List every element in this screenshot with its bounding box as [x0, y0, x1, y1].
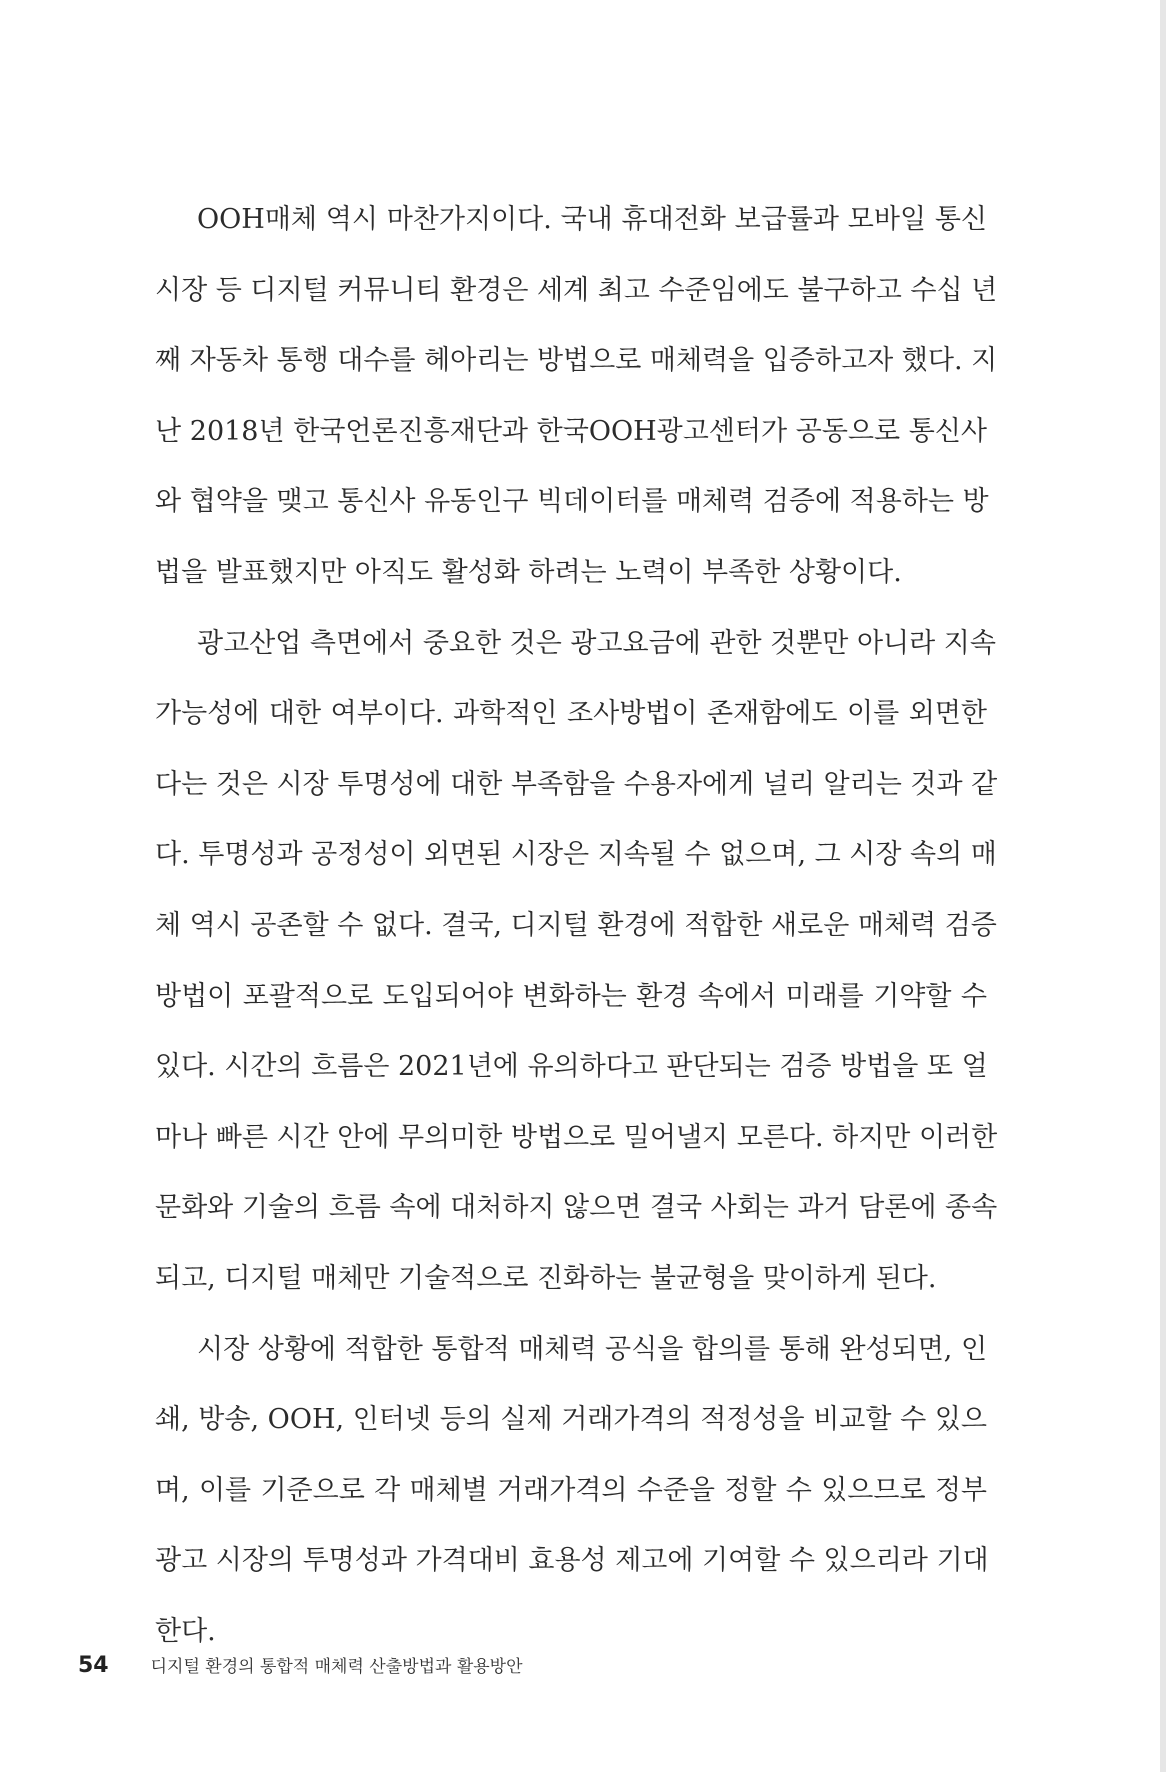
paragraph-3-line-1: 시장 상황에 적합한 통합적 매체력 공식을 합의를 통해 완성되면, 인 [197, 1333, 988, 1365]
paragraph-2-line-5: 체 역시 공존할 수 없다. 결국, 디지털 환경에 적합한 새로운 매체력 검증 [155, 909, 997, 941]
page-number: 54 [78, 1653, 109, 1678]
paragraph-1-line-1: OOH매체 역시 마찬가지이다. 국내 휴대전화 보급률과 모바일 통신 [197, 204, 987, 235]
running-title: 디지털 환경의 통합적 매체력 산출방법과 활용방안 [150, 1657, 523, 1677]
page-edge-rule [1160, 0, 1166, 1772]
paragraph-2-line-3: 다는 것은 시장 투명성에 대한 부족함을 수용자에게 널리 알리는 것과 같 [155, 768, 998, 800]
paragraph-1-line-3: 째 자동차 통행 대수를 헤아리는 방법으로 매체력을 입증하고자 했다. 지 [155, 345, 998, 377]
paragraph-1-line-4: 난 2018년 한국언론진흥재단과 한국OOH광고센터가 공동으로 통신사 [155, 415, 987, 447]
paragraph-3-line-4: 광고 시장의 투명성과 가격대비 효용성 제고에 기여할 수 있으리라 기대 [155, 1545, 989, 1577]
body-text [155, 185, 998, 1667]
paragraph-3-line-2: 쇄, 방송, OOH, 인터넷 등의 실제 거래가격의 적정성을 비교할 수 있으 [155, 1404, 987, 1436]
paragraph-2-line-2: 가능성에 대한 여부이다. 과학적인 조사방법이 존재함에도 이를 외면한 [155, 698, 987, 730]
paragraph-1-line-5: 와 협약을 맺고 통신사 유동인구 빅데이터를 매체력 검증에 적용하는 방 [155, 486, 989, 518]
paragraph-2-line-10: 되고, 디지털 매체만 기술적으로 진화하는 불균형을 맞이하게 된다. [155, 1262, 937, 1294]
paragraph-2-line-7: 있다. 시간의 흐름은 2021년에 유의하다고 판단되는 검증 방법을 또 얼 [155, 1051, 988, 1083]
paragraph-2-line-8: 마나 빠른 시간 안에 무의미한 방법으로 밀어낼지 모른다. 하지만 이러한 [155, 1121, 998, 1153]
paragraph-2-line-9: 문화와 기술의 흐름 속에 대처하지 않으면 결국 사회는 과거 담론에 종속 [155, 1192, 998, 1224]
paragraph-1-line-2: 시장 등 디지털 커뮤니티 환경은 세계 최고 수준임에도 불구하고 수십 년 [155, 274, 998, 306]
paragraph-2-line-1: 광고산업 측면에서 중요한 것은 광고요금에 관한 것뿐만 아니라 지속 [197, 627, 996, 659]
paragraph-3-line-5: 한다. [155, 1615, 216, 1647]
paragraph-2-line-4: 다. 투명성과 공정성이 외면된 시장은 지속될 수 없으며, 그 시장 속의 매 [155, 839, 997, 871]
paragraph-2-line-6: 방법이 포괄적으로 도입되어야 변화하는 환경 속에서 미래를 기약할 수 [155, 980, 987, 1012]
page-footer [78, 1652, 523, 1686]
paragraph-1-line-6: 법을 발표했지만 아직도 활성화 하려는 노력이 부족한 상황이다. [155, 556, 902, 588]
paragraph-3-line-3: 며, 이를 기준으로 각 매체별 거래가격의 수준을 정할 수 있으므로 정부 [155, 1474, 987, 1506]
